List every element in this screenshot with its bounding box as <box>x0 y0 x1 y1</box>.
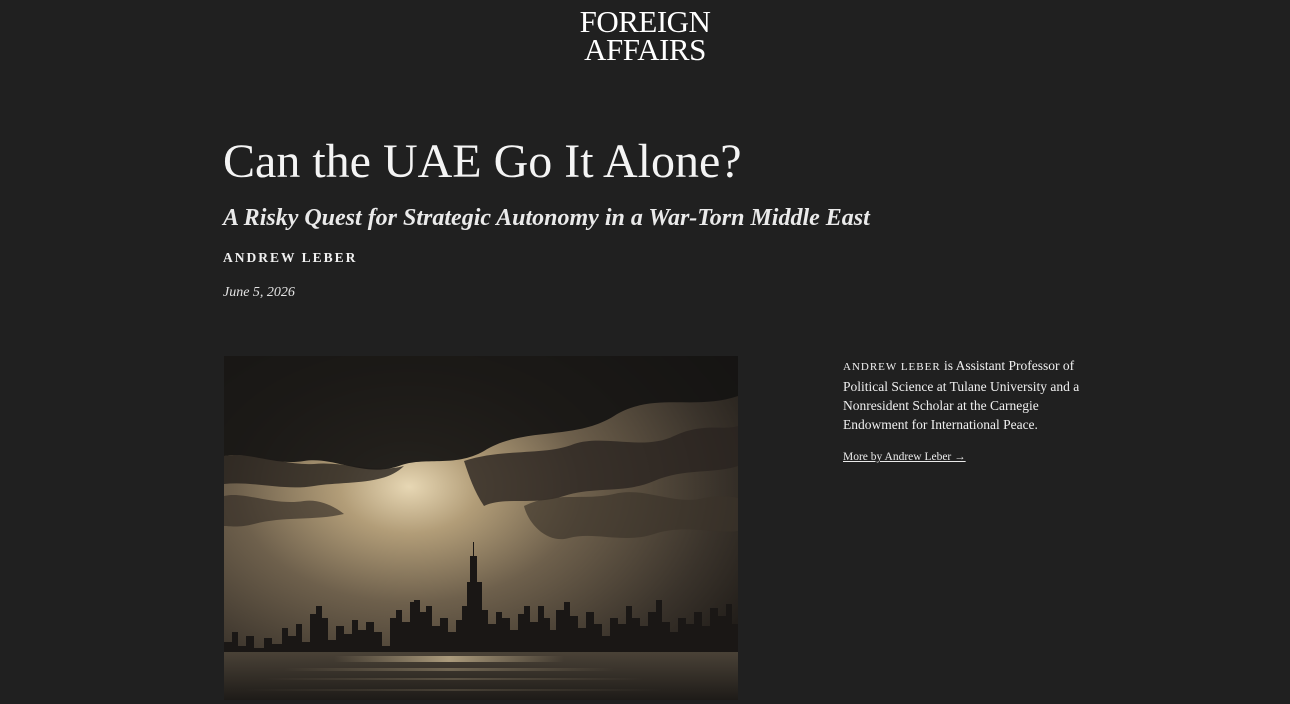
bio-author-name: ANDREW LEBER <box>843 361 941 373</box>
site-logo[interactable] <box>0 4 1290 67</box>
bio-text: is Assistant Professor of Political Science at Tulane University and a Nonresident Scholar at the Carnegie Endowment for International Peace. <box>843 358 1080 432</box>
author-byline-link[interactable]: ANDREW LEBER <box>223 250 358 265</box>
more-by-author-link[interactable]: More by Andrew Leber → <box>843 451 966 463</box>
article-headline: Can the UAE Go It Alone? <box>223 135 742 188</box>
article-subtitle: A Risky Quest for Strategic Autonomy in a War-Torn Middle East <box>223 205 870 231</box>
publish-date: June 5, 2026 <box>223 285 295 300</box>
logo-line-1: FOREIGN <box>579 4 711 39</box>
logo-line-2: AFFAIRS <box>584 32 706 67</box>
hero-image <box>224 356 738 700</box>
author-bio <box>843 356 1105 434</box>
